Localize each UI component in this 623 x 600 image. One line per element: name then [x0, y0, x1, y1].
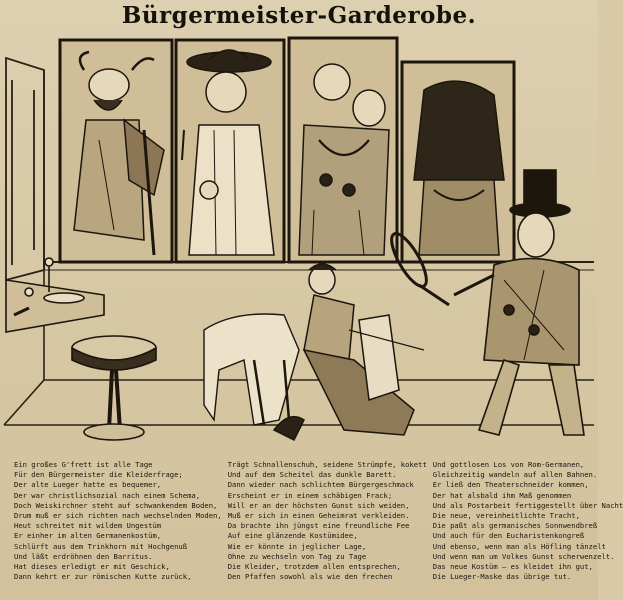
poem-line: Heut schreitet mit wildem Ungestüm [14, 521, 162, 531]
poem-column-2 [228, 460, 427, 598]
cartoon-drawing [4, 30, 594, 458]
poem-line: Den Pfaffen sowohl als wie den frechen [227, 572, 393, 582]
poem-line: Die neue, vereinheitlichte Tracht, [432, 511, 580, 521]
poem-line: Will er an der höchsten Gunst sich weiden, [227, 500, 410, 510]
poem-line: Drum muß er sich richten nach wechselnden Moden, [14, 511, 222, 521]
poem-line: Dann kehrt er zur römischen Kutte zurück, [14, 572, 192, 582]
clothes-on-chair [204, 314, 299, 425]
poem-line: Der hat alsbald ihm Maß genommen [432, 490, 572, 500]
poem-line: Trägt Schnallenschuh, seidene Strümpfe, kokett [227, 460, 427, 469]
poem-line: Die Kleider, trotzdem allen entsprechen, [227, 562, 401, 572]
poem-line: Ein großes G'frett ist alle Tage [14, 460, 153, 469]
poem-line: Der alte Lueger hatte es bequemer, [14, 480, 162, 490]
poem-line: Das neue Kostüm — es kleidet ihn gut, [432, 562, 593, 572]
poem-line: Auf eine glänzende Kostümidee, [227, 531, 358, 541]
poem-line: Wie er könnte in jeglicher Lage, [227, 541, 367, 551]
poem-line: Erscheint er in einem schäbigen Frack; [227, 490, 393, 500]
washstand [6, 258, 104, 332]
poem-line: Und ebenso, wenn man als Höfling tänzelt [432, 541, 606, 551]
poem-line: Schlürft aus dem Trinkhorn mit Hochgenuß [14, 541, 188, 551]
poem-line: Und auch für den Eucharistenkongreß [432, 531, 585, 541]
poem-line: Da brachte ihn jüngst eine freundliche Fee [227, 521, 410, 531]
poem-column-1 [14, 460, 222, 598]
poem-line: Und als Postarbeit fertiggestellt über Nacht [432, 500, 623, 510]
poem-line: Er ließ den Theaterschneider kommen, [432, 480, 589, 490]
poem-line: Und läßt erdröhnen den Barritus. [14, 551, 153, 561]
poem-line: Ohne zu wechseln von Tag zu Tage [227, 551, 367, 561]
poem-line: Die paßt als germanisches Sonnwendbreß [432, 521, 598, 531]
cartoon-illustration [4, 30, 594, 458]
poem-line: Doch Weiskirchner steht auf schwankendem Boden, [14, 500, 218, 510]
window [6, 58, 44, 280]
poem-column-3 [433, 460, 623, 598]
poem-line: Die Lueger-Maske das übrige tut. [432, 572, 572, 582]
poem-line: Gleichzeitig wandeln auf allen Bahnen. [432, 470, 598, 480]
page-title: Bürgermeister-Garderobe. [121, 2, 477, 29]
poem-text [14, 460, 623, 598]
poem-line: Hat dieses erledigt er mit Geschick, [14, 562, 170, 572]
poem-line: Und gottlosen Los von Rom-Germanen, [432, 460, 585, 469]
poem-line: Der war christlichsozial nach einem Schema, [14, 490, 201, 500]
poem-line: Für den Bürgermeister die Kleiderfrage; [14, 470, 183, 480]
poem-line: Und wenn man um Volkes Gunst scherwenzelt. [432, 551, 615, 561]
poem-line: Dann wieder nach schlichtem Bürgergeschmack [227, 480, 414, 490]
figure-courtier [414, 81, 504, 255]
poem-line: Er einher im alten Germanenkostüm, [14, 531, 162, 541]
poem-line: Muß er sich in einen Geheimrat verkleiden. [227, 511, 410, 521]
poem-line: Und auf dem Scheitel das dunkle Barett. [227, 470, 397, 480]
